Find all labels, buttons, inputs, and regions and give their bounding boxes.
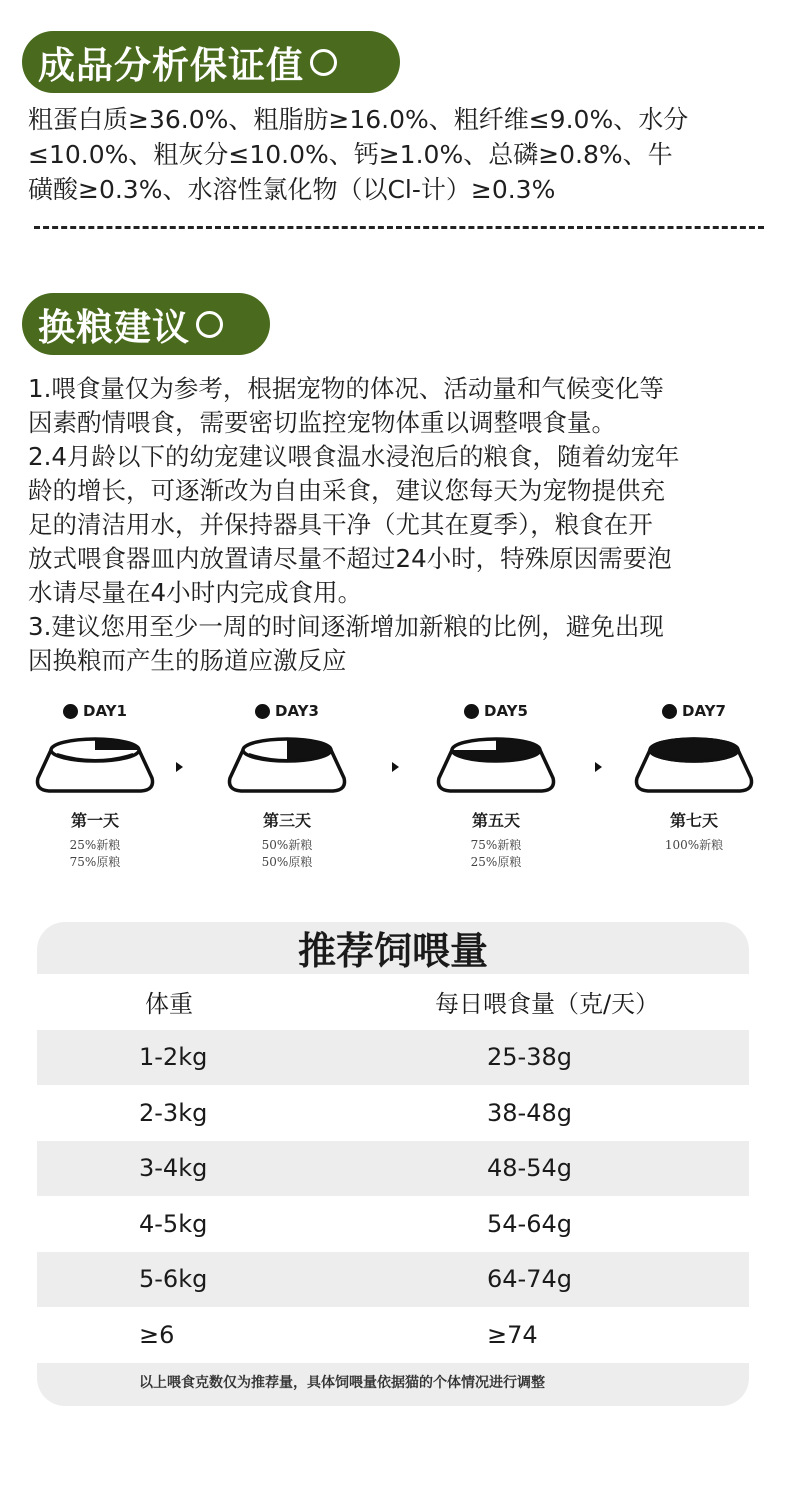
amount-cell: 38-48g [487,1098,572,1127]
feeding-note: 以上喂食克数仅为推荐量，具体饲喂量依据猫的个体情况进行调整 [139,1375,545,1391]
switch-line: 3.建议您用至少一周的时间逐渐增加新粮的比例，避免出现 [28,612,664,641]
ratio-new: 100%新粮 [664,838,724,852]
day-label: DAY7 [682,702,726,720]
day-name: 第五天 [471,811,520,830]
day-step [207,700,367,871]
table-row [37,1030,749,1086]
bullet-icon [255,704,270,719]
analysis-text [28,102,780,207]
switch-line: 放式喂食器皿内放置请尽量不超过24小时，特殊原因需要泡 [28,544,672,573]
arrow-right-icon [595,762,602,772]
bullet-icon [63,704,78,719]
switch-line: 1.喂食量仅为参考，根据宠物的体况、活动量和气候变化等 [28,374,664,403]
switch-line: 水请尽量在4小时内完成食用。 [28,578,363,607]
section-title-text: 成品分析保证值 [38,44,304,87]
amount-cell: 25-38g [487,1043,572,1072]
weight-cell: ≥6 [139,1320,175,1349]
weight-cell: 3-4kg [139,1154,208,1183]
section-title-analysis [22,31,400,93]
weight-cell: 5-6kg [139,1265,208,1294]
switch-line: 2.4月龄以下的幼宠建议喂食温水浸泡后的粮食，随着幼宠年 [28,442,680,471]
analysis-line: 粗蛋白质≥36.0%、粗脂肪≥16.0%、粗纤维≤9.0%、水分 [28,105,689,134]
table-row [37,1196,749,1252]
analysis-line: ≤10.0%、粗灰分≤10.0%、钙≥1.0%、总磷≥0.8%、牛 [28,140,673,169]
bullet-icon [464,704,479,719]
circle-icon [310,49,337,76]
arrow-right-icon [176,762,183,772]
switch-line: 因素酌情喂食，需要密切监控宠物体重以调整喂食量。 [28,408,616,437]
weight-cell: 2-3kg [139,1098,208,1127]
section-title-switch [22,293,270,355]
day-step [614,700,774,854]
table-row [37,1141,749,1197]
switch-line: 因换粮而产生的肠道应激反应 [28,646,347,675]
weight-cell: 4-5kg [139,1209,208,1238]
analysis-line: 磺酸≥0.3%、水溶性氯化物（以Cl-计）≥0.3% [28,175,556,204]
switch-text [28,372,780,678]
day-label: DAY1 [83,702,127,720]
new-food-portion [650,739,738,761]
ratio-new: 50%新粮 [261,838,313,852]
header-amount: 每日喂食量（克/天） [435,990,660,1019]
bowl-icon [436,734,556,796]
ratio-old: 50%原粮 [261,855,313,869]
circle-icon [196,311,223,338]
section-title-text: 换粮建议 [38,306,190,349]
day-step [416,700,576,871]
day-name: 第一天 [70,811,119,830]
table-row [37,1085,749,1141]
bowl-icon [35,734,155,796]
day-label: DAY5 [484,702,528,720]
ratio-old: 75%原粮 [69,855,121,869]
switch-line: 足的清洁用水，并保持器具干净（尤其在夏季），粮食在开 [28,510,653,539]
day-name: 第七天 [669,811,718,830]
amount-cell: 48-54g [487,1154,572,1183]
day-label: DAY3 [275,702,319,720]
weight-cell: 1-2kg [139,1043,208,1072]
amount-cell: 54-64g [487,1209,572,1238]
bullet-icon [662,704,677,719]
feeding-title: 推荐饲喂量 [297,929,488,973]
table-row [37,1307,749,1363]
header-weight: 体重 [145,990,193,1019]
amount-cell: ≥74 [487,1320,538,1349]
dashed-divider [34,226,764,229]
table-row [37,1252,749,1308]
day-name: 第三天 [262,811,311,830]
ratio-new: 75%新粮 [470,838,522,852]
day-step [15,700,175,871]
amount-cell: 64-74g [487,1265,572,1294]
transition-schedule [0,700,790,890]
feeding-card [37,922,749,1406]
bowl-icon [227,734,347,796]
ratio-new: 25%新粮 [69,838,121,852]
arrow-right-icon [392,762,399,772]
bowl-icon [634,734,754,796]
new-food-portion [95,739,139,750]
table-header [37,974,749,1030]
switch-line: 龄的增长，可逐渐改为自由采食，建议您每天为宠物提供充 [28,476,665,505]
ratio-old: 25%原粮 [470,855,522,869]
